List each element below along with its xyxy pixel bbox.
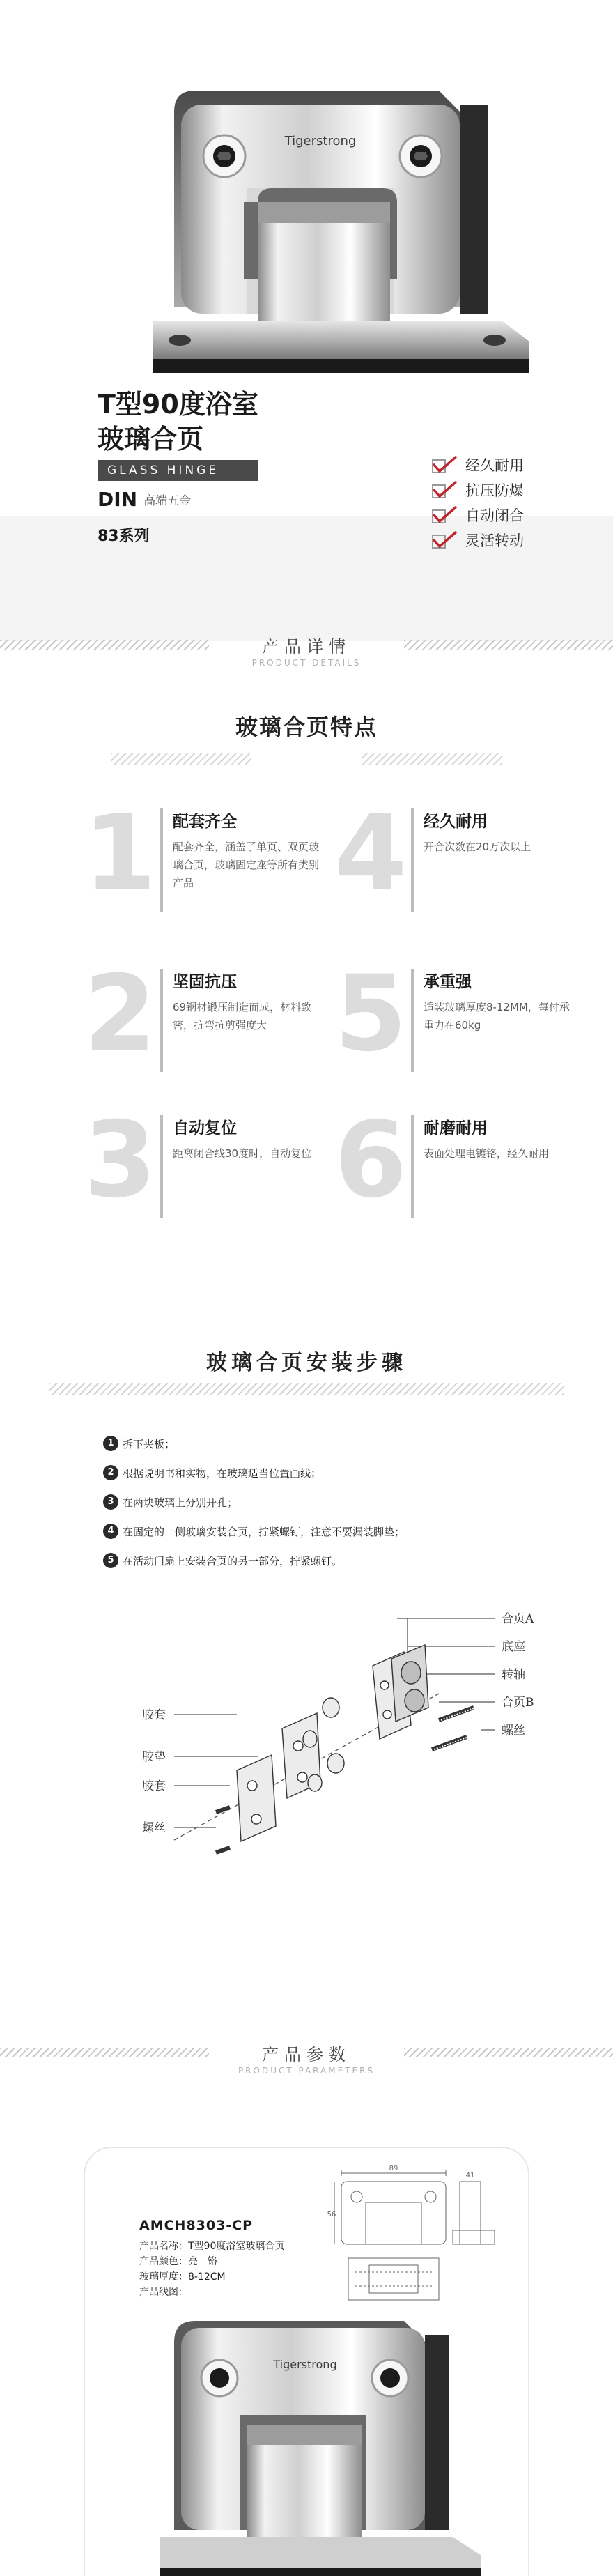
part-label-hinge-b: 合页B xyxy=(502,1696,534,1710)
part-label-screw: 螺丝 xyxy=(502,1724,525,1738)
feature-title: 自动复位 xyxy=(173,1119,237,1137)
install-title-rule xyxy=(49,1383,564,1395)
feature-desc: 距离闭合线30度时，自动复位 xyxy=(173,1147,312,1160)
spec-value: 亮 铬 xyxy=(188,2256,217,2267)
part-label-sleeve-2: 胶套 xyxy=(142,1779,166,1793)
series-label: 83系列 xyxy=(98,528,150,545)
glass-hinge-tag: GLASS HINGE xyxy=(98,460,258,481)
feature-divider xyxy=(411,969,414,1072)
check-icon xyxy=(430,480,458,501)
section-title: 产品详情 xyxy=(262,637,351,657)
spec-key: 玻璃厚度： xyxy=(139,2271,188,2283)
part-label-shaft: 转轴 xyxy=(502,1668,525,1682)
install-title: 玻璃合页安装步骤 xyxy=(206,1351,407,1375)
features-title: 玻璃合页特点 xyxy=(235,714,378,740)
feature-card xyxy=(84,953,334,1094)
step-number: 2 xyxy=(103,1465,118,1480)
spec-key: 产品颜色： xyxy=(139,2256,188,2267)
section-subtitle: PRODUCT DETAILS xyxy=(251,658,362,668)
spec-value: 8-12CM xyxy=(188,2271,226,2283)
product-parameters-header xyxy=(0,2034,613,2096)
product-title xyxy=(98,387,258,457)
feature-checklist xyxy=(430,453,524,553)
step-number: 5 xyxy=(103,1553,118,1568)
feature-divider xyxy=(160,1115,163,1218)
step-text: 根据说明书和实物，在玻璃适当位置画线； xyxy=(123,1466,322,1480)
feature-number: 5 xyxy=(334,953,408,1075)
feature-number: 1 xyxy=(84,793,157,914)
step-number: 1 xyxy=(103,1436,118,1451)
feature-divider xyxy=(411,808,414,912)
spec-row xyxy=(139,2285,284,2300)
feature-divider xyxy=(411,1115,414,1218)
checklist-item xyxy=(430,478,524,503)
checklist-label: 灵活转动 xyxy=(465,532,524,549)
checklist-item xyxy=(430,453,524,478)
product-title-line2: 玻璃合页 xyxy=(98,424,204,454)
checklist-label: 抗压防爆 xyxy=(465,482,524,499)
check-icon xyxy=(430,530,458,551)
section-title: 产品参数 xyxy=(262,2045,351,2064)
checklist-label: 自动闭合 xyxy=(465,507,524,524)
brand-subtitle: 高端五金 xyxy=(143,494,192,508)
checklist-item xyxy=(430,528,524,553)
technical-drawing xyxy=(327,2161,509,2307)
spec-row xyxy=(139,2269,284,2285)
feature-divider xyxy=(160,808,163,912)
product-details-header xyxy=(0,626,613,689)
install-step xyxy=(103,1517,405,1546)
feature-title: 耐磨耐用 xyxy=(424,1119,488,1137)
product-title-line1: T型90度浴室 xyxy=(98,389,258,420)
feature-number: 4 xyxy=(334,793,408,914)
step-text: 在两块玻璃上分别开孔； xyxy=(123,1496,238,1509)
feature-divider xyxy=(160,969,163,1072)
hinge-product-image xyxy=(160,2300,481,2576)
feature-desc: 开合次数在20万次以上 xyxy=(424,841,531,853)
dim-depth: 41 xyxy=(465,2172,475,2179)
feature-card xyxy=(84,1100,334,1241)
feature-desc: 69钢材锻压制造而成，材料致密，抗弯抗剪强度大 xyxy=(173,1001,312,1032)
feature-title: 配套齐全 xyxy=(173,813,237,831)
dim-width: 89 xyxy=(389,2165,398,2172)
model-number: AMCH8303-CP xyxy=(139,2218,254,2233)
dim-height: 56 xyxy=(327,2211,336,2218)
spec-list xyxy=(139,2239,284,2300)
step-text: 在固定的一侧玻璃安装合页，拧紧螺钉，注意不要漏装脚垫； xyxy=(123,1525,405,1538)
hinge-hero-image xyxy=(153,84,529,376)
step-text: 拆下夹板； xyxy=(123,1437,176,1450)
spec-value: T型90度浴室玻璃合页 xyxy=(188,2241,285,2252)
part-label-screw-2: 螺丝 xyxy=(142,1821,166,1835)
feature-card xyxy=(334,793,585,934)
install-step xyxy=(103,1487,405,1517)
section-subtitle: PRODUCT PARAMETERS xyxy=(238,2066,375,2076)
features-title-rule xyxy=(111,753,502,765)
checklist-item xyxy=(430,503,524,528)
spec-row xyxy=(139,2254,284,2269)
feature-card xyxy=(334,1100,585,1241)
feature-title: 经久耐用 xyxy=(424,813,488,831)
feature-desc: 适装玻璃厚度8-12MM，每付承重力在60kg xyxy=(424,1001,570,1032)
step-number: 3 xyxy=(103,1494,118,1510)
part-label-gasket: 胶垫 xyxy=(142,1750,166,1764)
spec-key: 产品线图： xyxy=(139,2287,188,2298)
install-step xyxy=(103,1429,405,1458)
spec-row xyxy=(139,2239,284,2254)
feature-title: 坚固抗压 xyxy=(173,973,237,991)
brand-logo: DIN xyxy=(98,488,138,511)
step-number: 4 xyxy=(103,1524,118,1539)
part-label-sleeve: 胶套 xyxy=(142,1708,166,1722)
check-icon xyxy=(430,505,458,526)
feature-card xyxy=(84,793,334,934)
feature-number: 3 xyxy=(84,1100,157,1221)
install-step xyxy=(103,1458,405,1487)
install-steps xyxy=(103,1429,405,1575)
install-step xyxy=(103,1546,405,1575)
exploded-view-diagram xyxy=(132,1603,578,1868)
feature-number: 2 xyxy=(84,953,157,1075)
feature-desc: 配套齐全，涵盖了单页、双页玻璃合页，玻璃固定座等所有类别产品 xyxy=(173,841,320,889)
brand-row xyxy=(98,488,191,512)
brand-engraving: Tigerstrong xyxy=(273,2358,337,2371)
spec-key: 产品名称： xyxy=(139,2241,188,2252)
check-icon xyxy=(430,455,458,476)
feature-desc: 表面处理电镀铬，经久耐用 xyxy=(424,1147,550,1160)
checklist-label: 经久耐用 xyxy=(465,457,524,474)
part-label-hinge-a: 合页A xyxy=(502,1612,534,1626)
part-label-base: 底座 xyxy=(502,1640,525,1654)
step-text: 在活动门扇上安装合页的另一部分，拧紧螺钉。 xyxy=(123,1554,343,1567)
brand-engraving: Tigerstrong xyxy=(284,134,357,148)
feature-title: 承重强 xyxy=(424,973,472,991)
feature-number: 6 xyxy=(334,1100,408,1221)
feature-card xyxy=(334,953,585,1094)
